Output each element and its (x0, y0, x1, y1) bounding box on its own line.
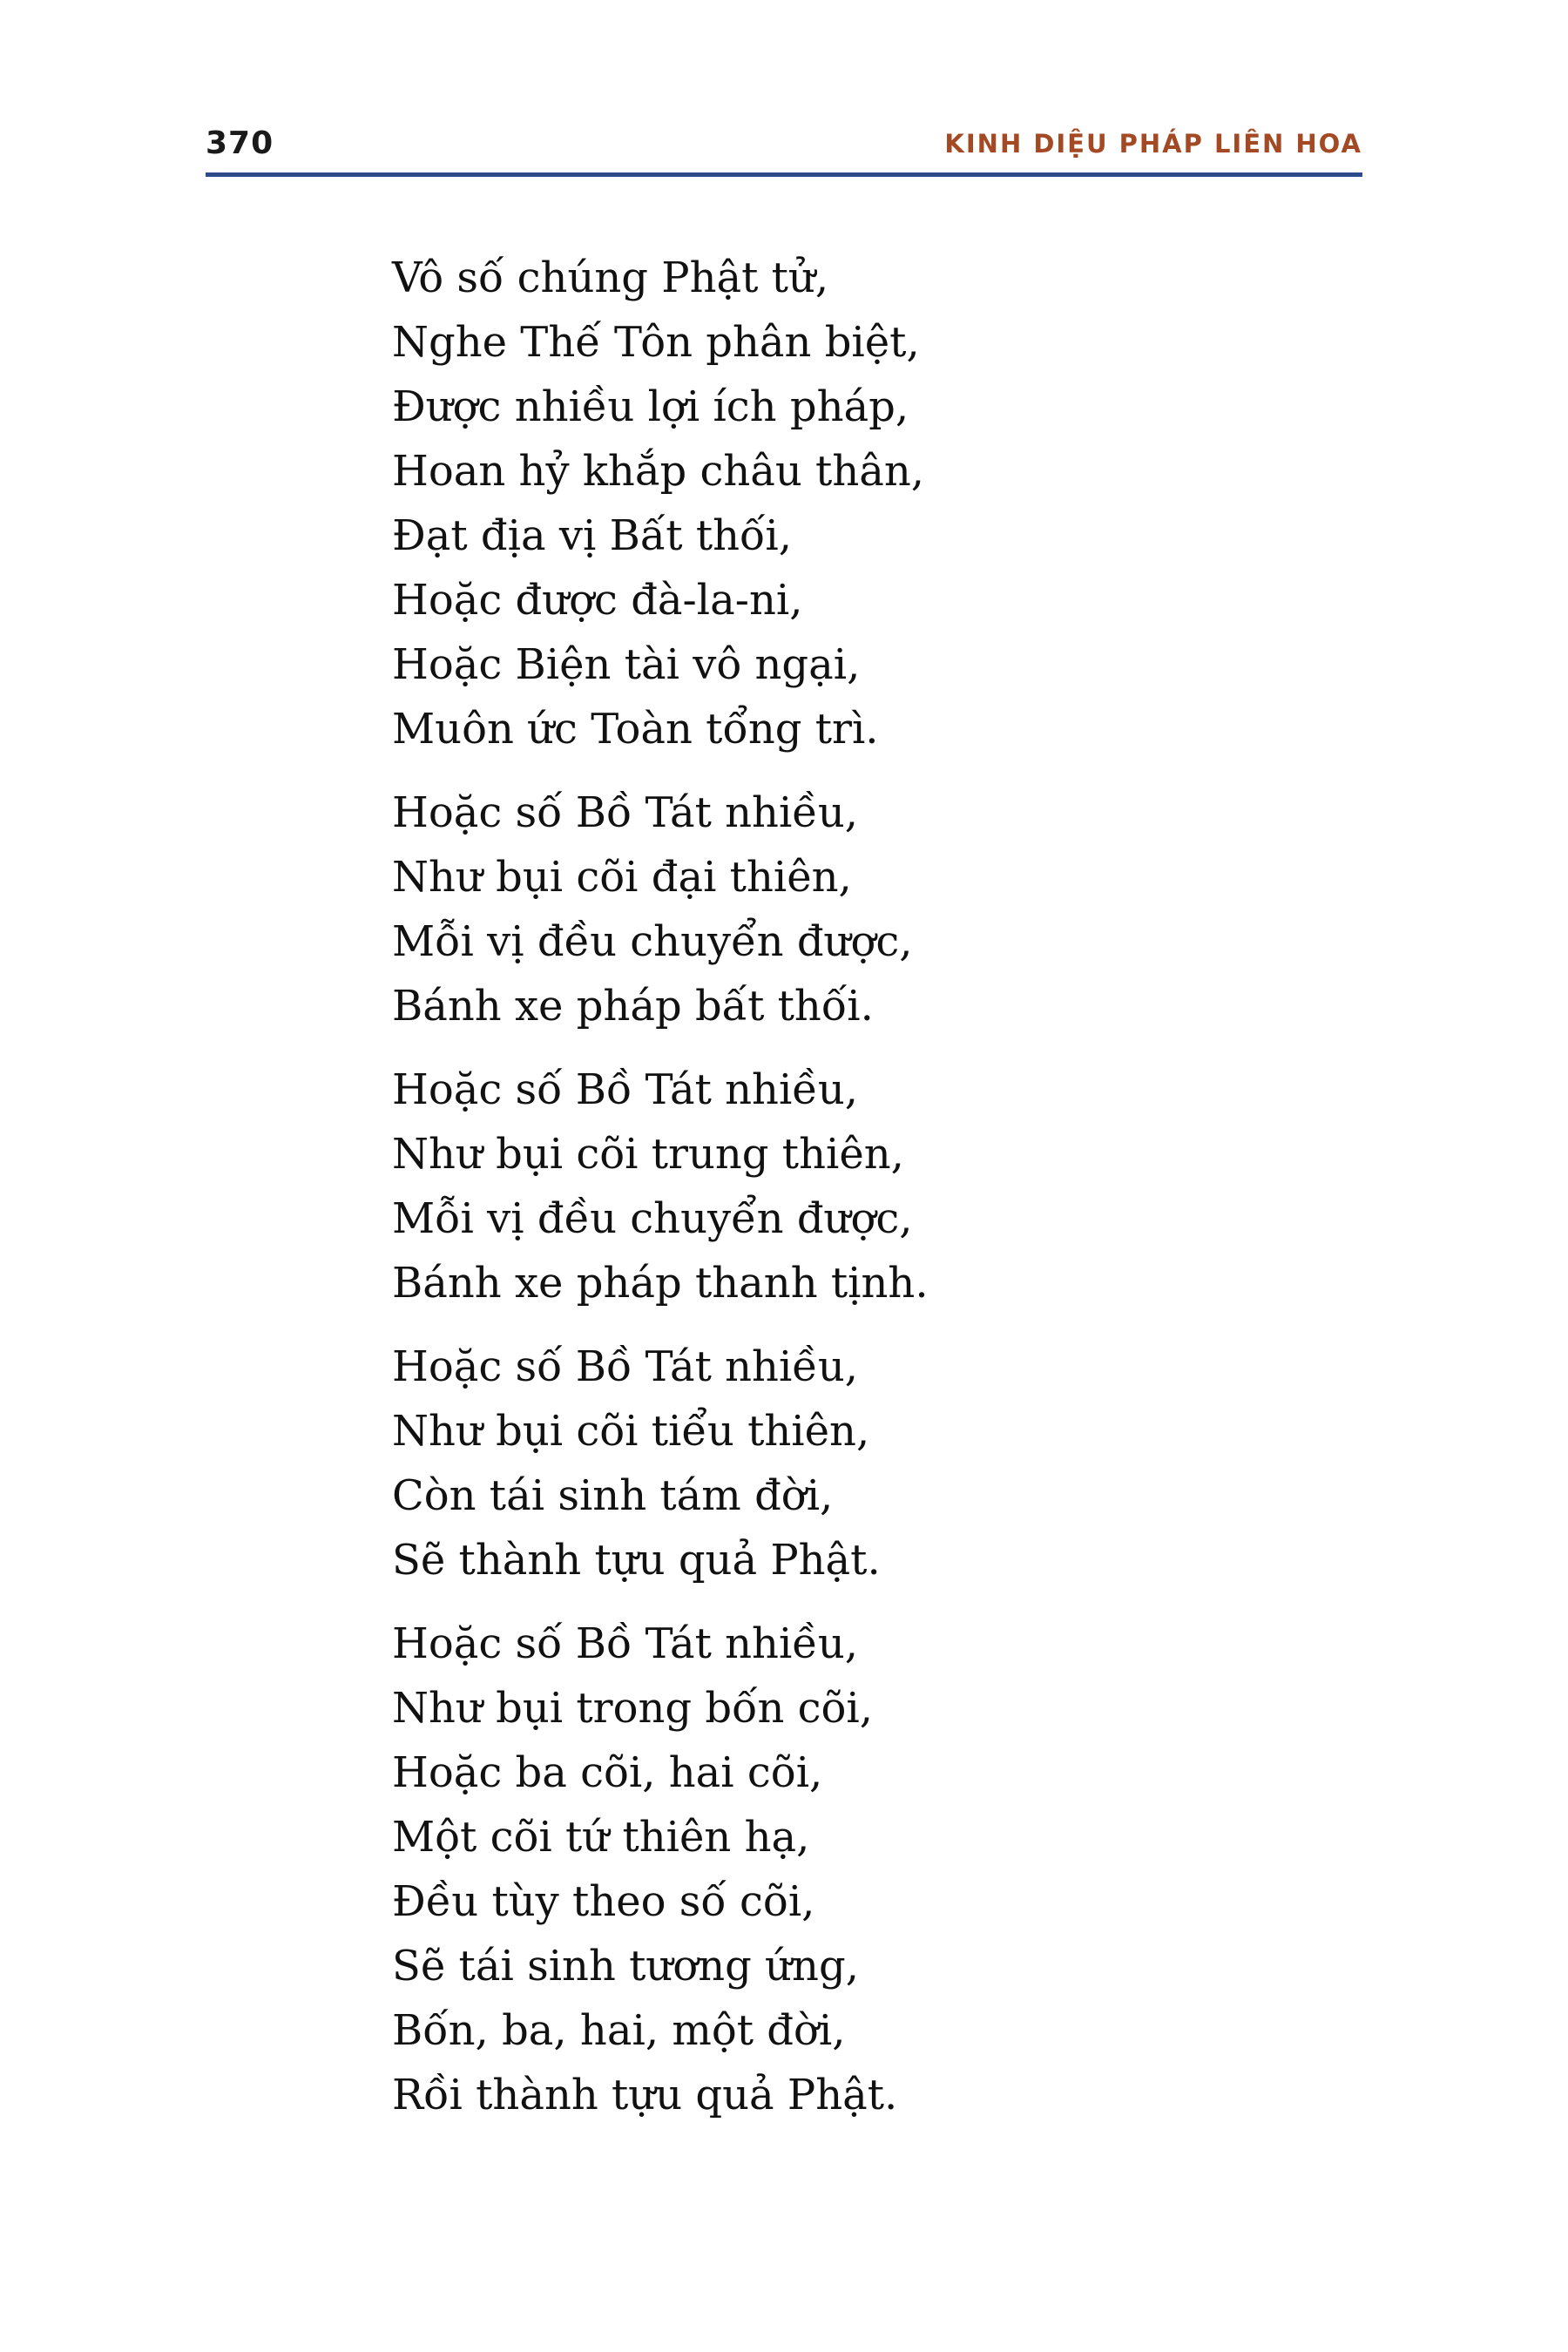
poem-line: Như bụi cõi đại thiên, (392, 853, 852, 902)
poem-line: Hoặc số Bồ Tát nhiều, (392, 1619, 859, 1668)
poem-line: Như bụi trong bốn cõi, (392, 1684, 874, 1733)
poem-body (392, 246, 1350, 2146)
poem-line: Rồi thành tựu quả Phật. (392, 2071, 898, 2119)
stanza (392, 781, 1350, 1038)
poem-line: Bánh xe pháp bất thối. (392, 982, 874, 1031)
poem-line: Bốn, ba, hai, một đời, (392, 2006, 846, 2055)
page-header (206, 122, 1362, 167)
poem-line: Hoặc số Bồ Tát nhiều, (392, 1342, 859, 1391)
running-title: KINH DIỆU PHÁP LIÊN HOA (944, 129, 1362, 159)
poem-line: Hoặc ba cõi, hai cõi, (392, 1748, 823, 1797)
poem-line: Hoặc số Bồ Tát nhiều, (392, 788, 859, 837)
poem-line: Vô số chúng Phật tử, (392, 253, 829, 302)
poem-line: Đều tùy theo số cõi, (392, 1877, 815, 1926)
poem-line: Hoặc Biện tài vô ngại, (392, 640, 861, 689)
stanza (392, 246, 1350, 761)
poem-line: Còn tái sinh tám đời, (392, 1471, 834, 1520)
poem-line: Hoặc được đà-la-ni, (392, 576, 803, 625)
poem-line: Như bụi cõi trung thiên, (392, 1130, 904, 1179)
poem-line: Muôn ức Toàn tổng trì. (392, 705, 879, 754)
stanza (392, 1612, 1350, 2127)
poem-line: Đạt địa vị Bất thối, (392, 511, 792, 560)
header-divider (206, 172, 1362, 177)
poem-line: Mỗi vị đều chuyển được, (392, 917, 913, 966)
poem-line: Mỗi vị đều chuyển được, (392, 1194, 913, 1243)
poem-line: Được nhiều lợi ích pháp, (392, 382, 909, 431)
poem-line: Sẽ tái sinh tương ứng, (392, 1942, 859, 1990)
poem-line: Sẽ thành tựu quả Phật. (392, 1536, 881, 1585)
poem-line: Một cõi tứ thiên hạ, (392, 1813, 810, 1862)
poem-line: Hoan hỷ khắp châu thân, (392, 447, 925, 496)
poem-line: Hoặc số Bồ Tát nhiều, (392, 1065, 859, 1114)
page-number: 370 (206, 125, 274, 161)
poem-line: Nghe Thế Tôn phân biệt, (392, 318, 920, 367)
poem-line: Như bụi cõi tiểu thiên, (392, 1407, 870, 1456)
stanza (392, 1335, 1350, 1592)
poem-line: Bánh xe pháp thanh tịnh. (392, 1259, 929, 1308)
stanza (392, 1058, 1350, 1315)
